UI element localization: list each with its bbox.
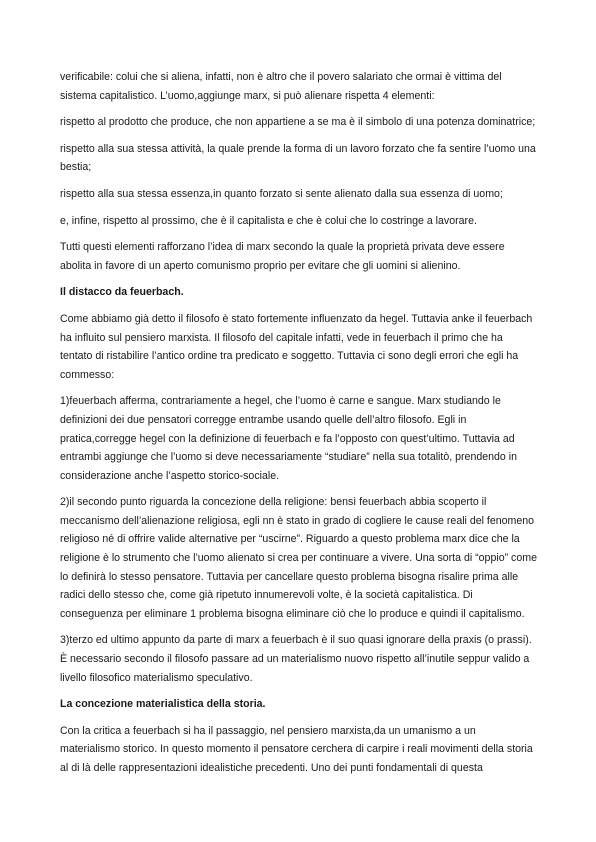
paragraph-alienation-product: rispetto al prodotto che produce, che non appartiene a se ma è il simbolo di una potenza dominatrice;	[60, 116, 536, 129]
paragraph-alienation-intro: verificabile: colui che si aliena, infatti, non è altro che il povero salariato che ormai è vittima del sistema capitalistico. L’uomo,aggiunge marx, si può alienare rispetta 4 elementi:	[60, 71, 502, 102]
paragraph-materialism-intro: Con la critica a feuerbach si ha il passaggio, nel pensiero marxista,da un umanismo a un materialismo storico. In questo momento il pensatore cerchera di carpire i reali movimenti della storia al di là delle rappresentazioni idealistiche precedenti. Uno dei punti fondamentali di questa	[60, 724, 533, 774]
paragraph-private-property: Tutti questi elementi rafforzano l’idea di marx secondo la quale la proprietà privata deve essere abolita in favore di un aperto comunismo proprio per evitare che gli uomini si alienino.	[60, 241, 505, 272]
heading-feuerbach: Il distacco da feuerbach.	[60, 286, 184, 299]
document-page	[60, 68, 538, 786]
paragraph-point-1: 1)feuerbach afferma, contrariamente a hegel, che l’uomo è carne e sangue. Marx studiando le definizioni dei due pensatori corregge entrambe usando quelle dell’altro filosofo. Egli in pratica,corregge hegel con la definizione di feuerbach e fa l’opposto con quest’ultimo. Tuttavia ad entrambi aggiunge che l’uomo si deve necessariamente “studiare” nella sua totalitò, prendendo in considerazione anche l’aspetto storico-sociale.	[60, 395, 517, 482]
paragraph-alienation-activity: rispetto alla sua stessa attività, la quale prende la forma di un lavoro forzato che fa sentire l’uomo una bestia;	[60, 142, 536, 174]
paragraph-feuerbach-intro: Come abbiamo già detto il filosofo è stato fortemente influenzato da hegel. Tuttavia anke il feuerbach ha influito sul pensiero marxista. Il filosofo del capitale infatti, vede in feuerbach il primo che ha tentato di ristabilire l’antico ordine tra predicato e soggetto. Tuttavia ci sono degli errori che egli ha commesso:	[60, 312, 533, 381]
paragraph-point-3: 3)terzo ed ultimo appunto da parte di marx a feuerbach è il suo quasi ignorare della praxis (o prassi). È necessario secondo il filosofo passare ad un materialismo nuovo rispetto all’inutile seppur valido a livello filosofico materialismo speculativo.	[60, 634, 532, 684]
paragraph-alienation-neighbor: e, infine, rispetto al prossimo, che è il capitalista e che è colui che lo costringe a lavorare.	[60, 214, 477, 227]
paragraph-point-2: 2)il secondo punto riguarda la concezione della religione: bensì feuerbach abbia scoperto il meccanismo dell’alienazione religiosa, egli nn è stato in grado di cogliere le cause reali del fenomeno religioso né di offrire valide alternative per “uscirne”. Riguardo a questo problema marx dice che la religione è lo strumento che l’uomo alienato si crea per continuare a vivere. Una sorta di “oppio” come lo definirà lo stesso pensatore. Tuttavia per cancellare questo problema bisogna risalire prima alle radici dello stesso che, come già ripetuto innumerevoli volte, è la società capitalistica. Di conseguenza per eliminare 1 problema bisogna eliminare ciò che lo produce e quindi il capitalismo.	[60, 496, 537, 620]
paragraph-alienation-essence: rispetto alla sua stessa essenza,in quanto forzato si sente alienato dalla sua essenza di uomo;	[60, 187, 503, 200]
heading-materialism: La concezione materialistica della storia.	[60, 698, 266, 711]
